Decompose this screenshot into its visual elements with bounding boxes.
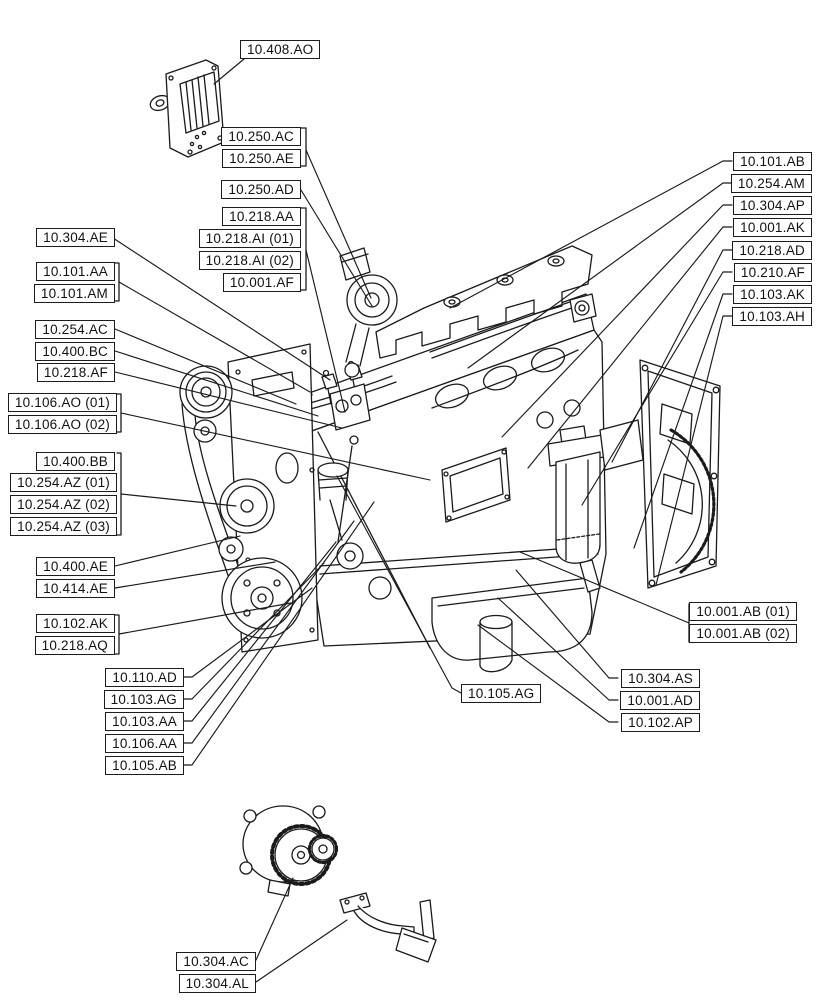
callout-10-304-AE[interactable]: 10.304.AE <box>36 228 115 247</box>
leader-10-250-AD <box>301 190 372 306</box>
callout-10-210-AF[interactable]: 10.210.AF <box>734 263 812 282</box>
callout-10-218-AI-02[interactable]: 10.218.AI (02) <box>199 251 301 270</box>
callout-10-400-BB[interactable]: 10.400.BB <box>36 452 115 471</box>
callout-10-103-AH[interactable]: 10.103.AH <box>732 307 812 326</box>
callout-10-254-AM[interactable]: 10.254.AM <box>731 174 812 193</box>
callout-10-304-AC[interactable]: 10.304.AC <box>176 952 256 971</box>
callout-10-105-AB[interactable]: 10.105.AB <box>105 756 184 775</box>
callout-10-101-AM[interactable]: 10.101.AM <box>34 284 115 303</box>
callout-10-254-AZ-02[interactable]: 10.254.AZ (02) <box>10 495 117 514</box>
callout-10-218-AA[interactable]: 10.218.AA <box>222 207 301 226</box>
callout-10-414-AE[interactable]: 10.414.AE <box>36 579 115 598</box>
callout-10-001-AD[interactable]: 10.001.AD <box>620 691 700 710</box>
callout-10-103-AA[interactable]: 10.103.AA <box>105 712 184 731</box>
callout-10-254-AZ-03[interactable]: 10.254.AZ (03) <box>10 517 117 536</box>
callout-10-400-AE[interactable]: 10.400.AE <box>36 557 115 576</box>
callout-10-400-BC[interactable]: 10.400.BC <box>35 342 115 361</box>
callout-10-102-AP[interactable]: 10.102.AP <box>621 713 700 732</box>
callout-10-250-AE[interactable]: 10.250.AE <box>222 149 301 168</box>
engine-control-module-illustration <box>148 60 224 157</box>
callout-10-106-AO-02[interactable]: 10.106.AO (02) <box>8 415 117 434</box>
callout-10-304-AS[interactable]: 10.304.AS <box>621 669 700 688</box>
engine-illustration <box>180 246 720 672</box>
callout-10-102-AK[interactable]: 10.102.AK <box>36 614 115 633</box>
callout-10-103-AG[interactable]: 10.103.AG <box>104 690 184 709</box>
callout-10-001-AK[interactable]: 10.001.AK <box>733 218 812 237</box>
callout-10-408-AO[interactable]: 10.408.AO <box>240 40 320 59</box>
callout-10-101-AA[interactable]: 10.101.AA <box>36 262 115 281</box>
callout-10-218-AQ[interactable]: 10.218.AQ <box>35 636 115 655</box>
callout-10-001-AB-02[interactable]: 10.001.AB (02) <box>689 624 797 643</box>
callout-10-250-AD[interactable]: 10.250.AD <box>221 180 301 199</box>
callout-10-304-AP[interactable]: 10.304.AP <box>733 196 812 215</box>
callout-10-101-AB[interactable]: 10.101.AB <box>733 152 812 171</box>
oil-pump-illustration <box>240 806 337 896</box>
callout-10-106-AO-01[interactable]: 10.106.AO (01) <box>8 393 117 412</box>
callout-10-254-AC[interactable]: 10.254.AC <box>35 320 115 339</box>
callout-10-103-AK[interactable]: 10.103.AK <box>733 285 812 304</box>
callout-10-106-AA[interactable]: 10.106.AA <box>105 734 184 753</box>
callout-10-105-AG[interactable]: 10.105.AG <box>461 684 541 703</box>
callout-10-218-AF[interactable]: 10.218.AF <box>37 363 115 382</box>
callout-10-001-AF[interactable]: 10.001.AF <box>223 273 301 292</box>
callout-10-110-AD[interactable]: 10.110.AD <box>105 668 184 687</box>
callout-10-254-AZ-01[interactable]: 10.254.AZ (01) <box>10 473 117 492</box>
oil-suction-tube-illustration <box>340 893 436 962</box>
leader-10-400-BB-254-AZ <box>121 494 236 506</box>
leader-10-250-AC-AE <box>306 150 371 298</box>
callout-10-218-AI-01[interactable]: 10.218.AI (01) <box>199 229 301 248</box>
callout-10-304-AL[interactable]: 10.304.AL <box>179 974 256 993</box>
callout-10-001-AB-01[interactable]: 10.001.AB (01) <box>689 602 797 621</box>
callout-10-250-AC[interactable]: 10.250.AC <box>221 127 301 146</box>
callout-10-218-AD[interactable]: 10.218.AD <box>732 241 812 260</box>
